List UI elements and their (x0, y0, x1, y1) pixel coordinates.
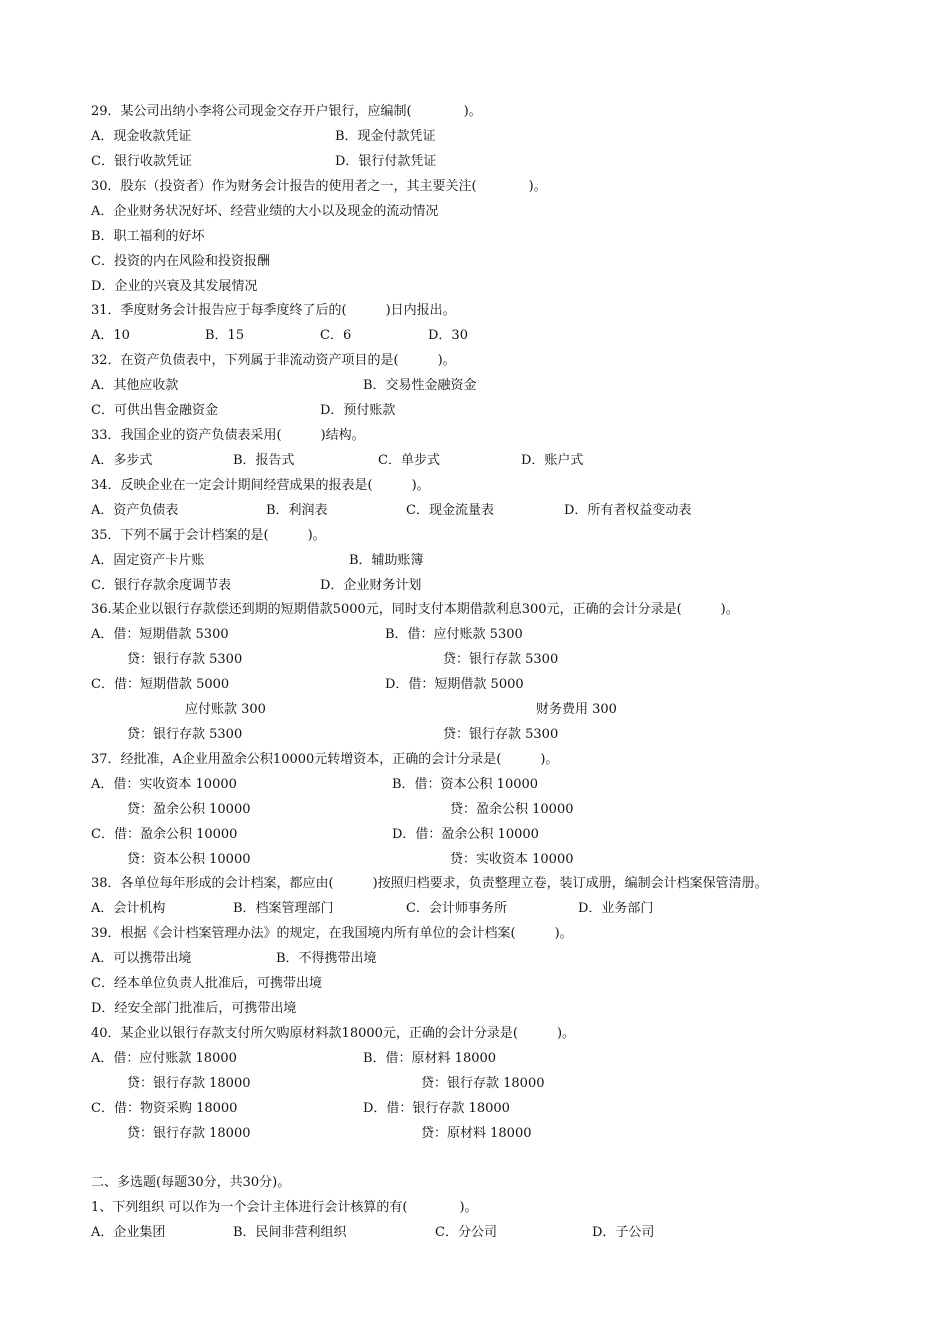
question-text: 39．根据《会计档案管理办法》的规定，在我国境内所有单位的会计档案( )。 (91, 926, 573, 941)
answer-option: B．现金付款凭证 (335, 129, 436, 144)
question-text: 33．我国企业的资产负债表采用( )结构。 (91, 428, 365, 443)
question-text: 31．季度财务会计报告应于每季度终了后的( )日内报出。 (91, 303, 456, 318)
question-text: 36.某企业以银行存款偿还到期的短期借款5000元，同时支付本期借款利息300元，正确的会计分录是( )。 (91, 602, 739, 617)
answer-option: A．资产负债表 (91, 503, 179, 518)
entry-line: 财务费用 300 (536, 702, 617, 717)
answer-option: A．其他应收款 (91, 378, 179, 393)
answer-option: B．交易性金融资金 (363, 378, 477, 393)
entry-line: 贷：银行存款 18000 (127, 1076, 251, 1091)
question-text: 38．各单位每年形成的会计档案，都应由( )按照归档要求，负责整理立卷，装订成册，编制会计档案保管清册。 (91, 876, 768, 891)
answer-option: D．经安全部门批准后，可携带出境 (91, 1001, 297, 1016)
answer-option: B．15 (205, 328, 245, 343)
question-text: 30．股东（投资者）作为财务会计报告的使用者之一，其主要关注( )。 (91, 179, 547, 194)
answer-option: D．企业财务计划 (320, 578, 422, 593)
entry-line: 贷：银行存款 5300 (443, 727, 559, 742)
question-text: 35．下列不属于会计档案的是( )。 (91, 528, 326, 543)
answer-option: A．10 (91, 328, 130, 343)
answer-option: C．经本单位负责人批准后，可携带出境 (91, 976, 322, 991)
answer-option: D．子公司 (592, 1225, 655, 1240)
answer-option: A．企业集团 (91, 1225, 166, 1240)
answer-option: C．分公司 (435, 1225, 497, 1240)
answer-option: D．银行付款凭证 (335, 154, 437, 169)
answer-option: A．可以携带出境 (91, 951, 192, 966)
answer-option: D．预付账款 (320, 403, 396, 418)
answer-option: A．借：应付账款 18000 (91, 1051, 237, 1066)
answer-option: A．现金收款凭证 (91, 129, 192, 144)
entry-line: 贷：银行存款 5300 (443, 652, 559, 667)
question-text: 32．在资产负债表中，下列属于非流动资产项目的是( )。 (91, 353, 456, 368)
answer-option: D．30 (428, 328, 468, 343)
answer-option: D．所有者权益变动表 (564, 503, 692, 518)
answer-option: C．单步式 (378, 453, 440, 468)
entry-line: 贷：实收资本 10000 (450, 852, 574, 867)
answer-option: C．6 (320, 328, 352, 343)
answer-option: B．借：资本公积 10000 (392, 777, 539, 792)
entry-line: 贷：盈余公积 10000 (127, 802, 251, 817)
answer-option: C．会计师事务所 (406, 901, 507, 916)
answer-option: B．利润表 (266, 503, 328, 518)
question-text: 40．某企业以银行存款支付所欠购原材料款18000元，正确的会计分录是( )。 (91, 1026, 576, 1041)
entry-line: 贷：资本公积 10000 (127, 852, 251, 867)
answer-option: D．借：短期借款 5000 (385, 677, 524, 692)
entry-line: 贷：盈余公积 10000 (450, 802, 574, 817)
answer-option: B．借：原材料 18000 (363, 1051, 497, 1066)
section-heading: 二、多选题(每题30分，共30分)。 (91, 1175, 291, 1190)
entry-line: 贷：原材料 18000 (421, 1126, 532, 1141)
answer-option: A．借：短期借款 5300 (91, 627, 229, 642)
entry-line: 应付账款 300 (185, 702, 266, 717)
answer-option: A．固定资产卡片账 (91, 553, 205, 568)
entry-line: 贷：银行存款 18000 (127, 1126, 251, 1141)
question-text: 34．反映企业在一定会计期间经营成果的报表是( )。 (91, 478, 430, 493)
answer-option: C．借：短期借款 5000 (91, 677, 230, 692)
answer-option: C．可供出售金融资金 (91, 403, 218, 418)
answer-option: A．多步式 (91, 453, 153, 468)
entry-line: 贷：银行存款 5300 (127, 727, 243, 742)
answer-option: A．借：实收资本 10000 (91, 777, 237, 792)
answer-option: B．辅助账簿 (349, 553, 424, 568)
question-text: 37．经批准，A企业用盈余公积10000元转增资本，正确的会计分录是( )。 (91, 752, 559, 767)
entry-line: 贷：银行存款 18000 (421, 1076, 545, 1091)
answer-option: C．银行存款余度调节表 (91, 578, 231, 593)
answer-option: C．银行收款凭证 (91, 154, 192, 169)
answer-option: B．不得携带出境 (276, 951, 377, 966)
answer-option: D．企业的兴衰及其发展情况 (91, 279, 258, 294)
answer-option: D．业务部门 (578, 901, 654, 916)
answer-option: C．现金流量表 (406, 503, 494, 518)
answer-option: C．借：物资采购 18000 (91, 1101, 238, 1116)
entry-line: 贷：银行存款 5300 (127, 652, 243, 667)
answer-option: D．账户式 (521, 453, 584, 468)
answer-option: B．档案管理部门 (233, 901, 334, 916)
answer-option: B．民间非营利组织 (233, 1225, 347, 1240)
answer-option: A．会计机构 (91, 901, 166, 916)
answer-option: B．借：应付账款 5300 (385, 627, 523, 642)
answer-option: C．投资的内在风险和投资报酬 (91, 254, 270, 269)
answer-option: D．借：盈余公积 10000 (392, 827, 539, 842)
answer-option: D．借：银行存款 18000 (363, 1101, 510, 1116)
question-text: 29．某公司出纳小李将公司现金交存开户银行，应编制( )。 (91, 104, 482, 119)
answer-option: C．借：盈余公积 10000 (91, 827, 238, 842)
answer-option: B．报告式 (233, 453, 295, 468)
question-text: 1、下列组织 可以作为一个会计主体进行会计核算的有( )。 (91, 1200, 478, 1215)
answer-option: B．职工福利的好坏 (91, 229, 205, 244)
answer-option: A．企业财务状况好坏、经营业绩的大小以及现金的流动情况 (91, 204, 439, 219)
